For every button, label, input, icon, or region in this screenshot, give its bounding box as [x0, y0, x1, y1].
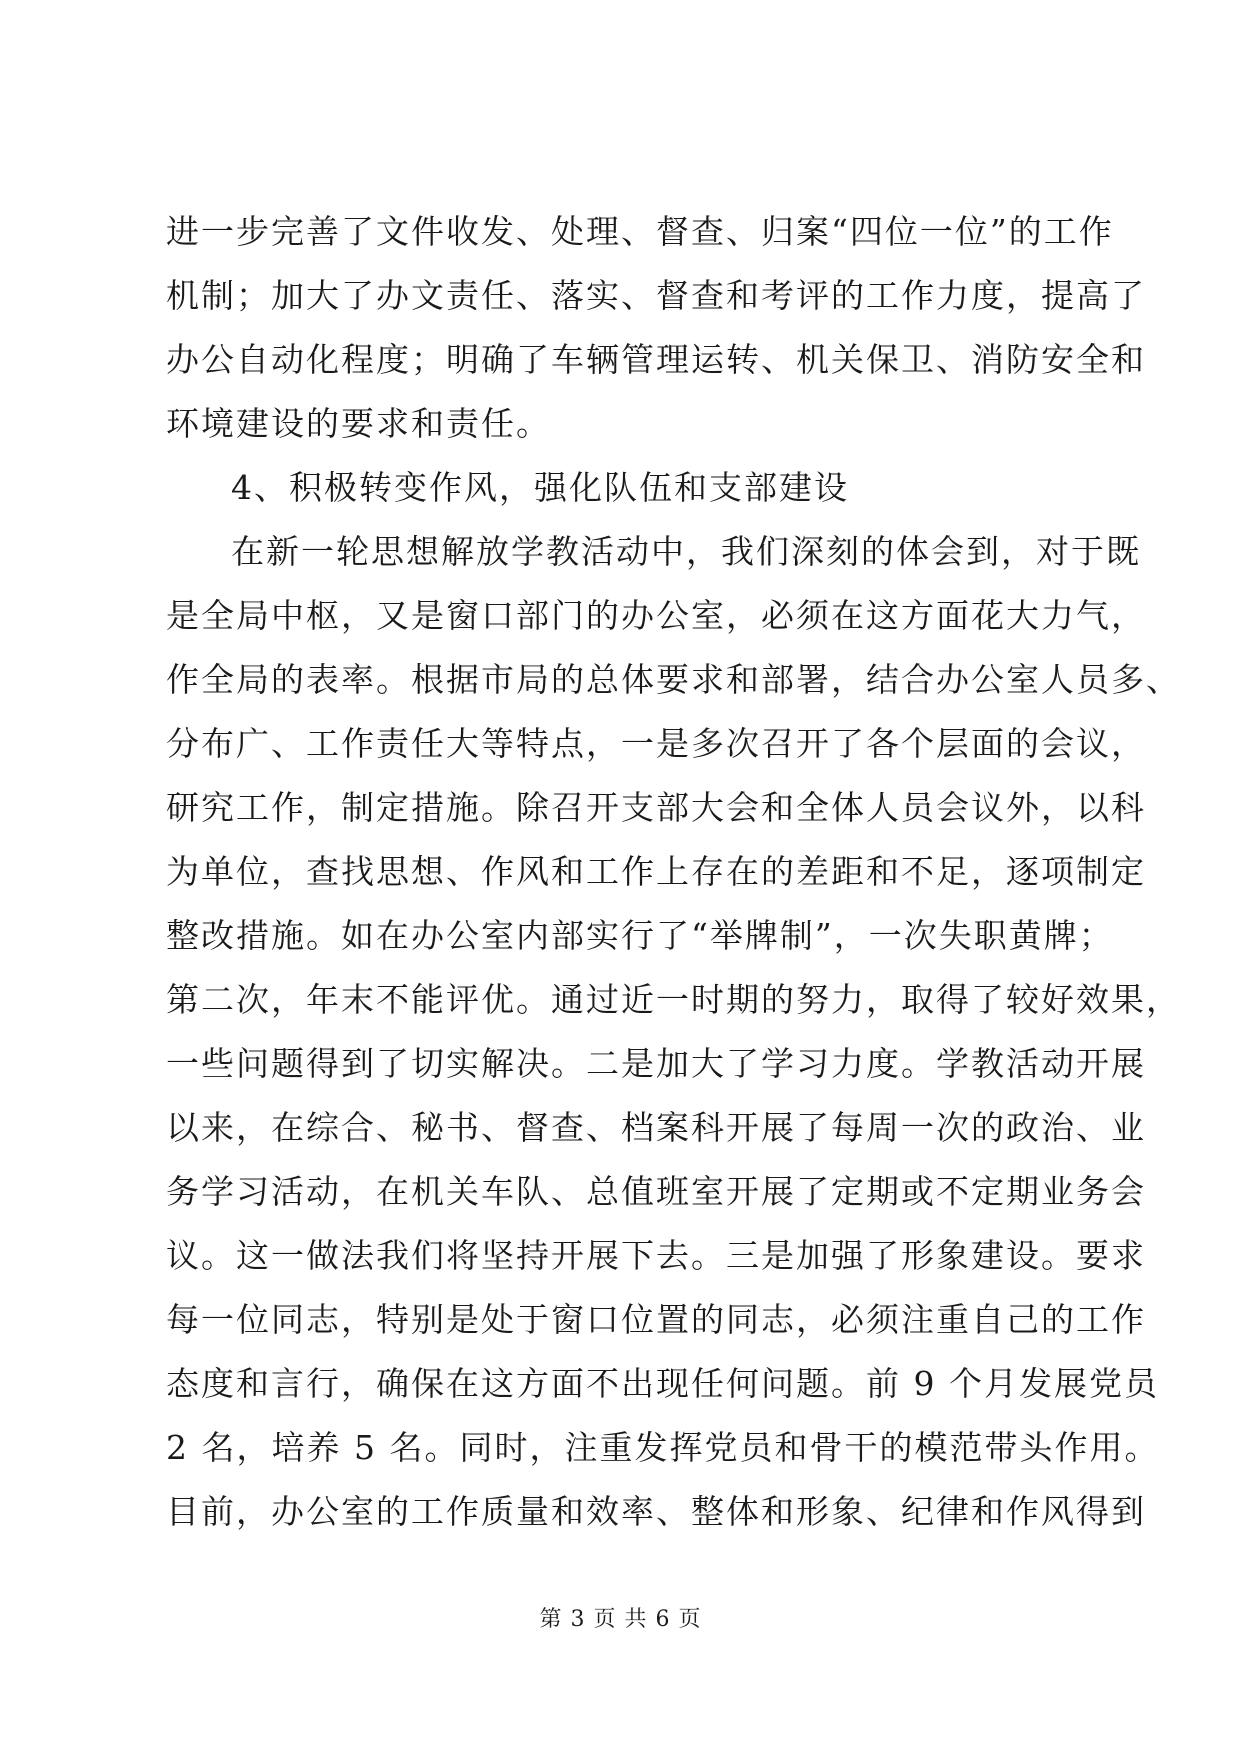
body-text-line: 环境建设的要求和责任。 — [166, 404, 551, 443]
body-text-line: 以来，在综合、秘书、督查、档案科开展了每周一次的政治、业 — [166, 1108, 1146, 1147]
body-text-line: 议。这一做法我们将坚持开展下去。三是加强了形象建设。要求 — [166, 1236, 1146, 1275]
body-text-line: 每一位同志，特别是处于窗口位置的同志，必须注重自己的工作 — [166, 1300, 1146, 1339]
body-text-line: 机制；加大了办文责任、落实、督查和考评的工作力度，提高了 — [166, 276, 1146, 315]
body-text-line: 为单位，查找思想、作风和工作上存在的差距和不足，逐项制定 — [166, 852, 1146, 891]
body-text-line: 办公自动化程度；明确了车辆管理运转、机关保卫、消防安全和 — [166, 340, 1146, 379]
body-text-line: 作全局的表率。根据市局的总体要求和部署，结合办公室人员多、 — [166, 660, 1181, 699]
body-text-line: 务学习活动，在机关车队、总值班室开展了定期或不定期业务会 — [166, 1172, 1146, 1211]
body-text-line: 2 名，培养 5 名。同时，注重发挥党员和骨干的模范带头作用。 — [166, 1428, 1160, 1467]
body-text-line: 进一步完善了文件收发、处理、督查、归案“四位一位”的工作 — [166, 212, 1114, 251]
body-text-line: 第二次，年末不能评优。通过近一时期的努力，取得了较好效果， — [166, 980, 1181, 1019]
section-heading: 4、积极转变作风，强化队伍和支部建设 — [231, 468, 849, 507]
page-footer: 第 3 页 共 6 页 — [539, 1607, 702, 1632]
body-text-line: 一些问题得到了切实解决。二是加大了学习力度。学教活动开展 — [166, 1044, 1146, 1083]
body-text-line: 分布广、工作责任大等特点，一是多次召开了各个层面的会议， — [166, 724, 1146, 763]
body-text-line: 是全局中枢，又是窗口部门的办公室，必须在这方面花大力气， — [166, 596, 1146, 635]
body-text-line: 目前，办公室的工作质量和效率、整体和形象、纪律和作风得到 — [166, 1492, 1146, 1531]
body-text-line: 在新一轮思想解放学教活动中，我们深刻的体会到，对于既 — [231, 532, 1141, 571]
body-text-line: 研究工作，制定措施。除召开支部大会和全体人员会议外，以科 — [166, 788, 1146, 827]
body-text-line: 态度和言行，确保在这方面不出现任何问题。前 9 个月发展党员 — [166, 1364, 1159, 1403]
body-text-line: 整改措施。如在办公室内部实行了“举牌制”，一次失职黄牌； — [166, 916, 1114, 955]
